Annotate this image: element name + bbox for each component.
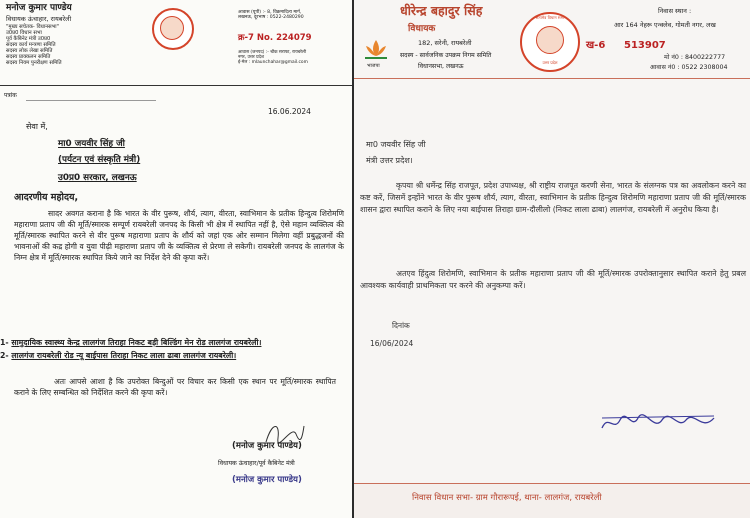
left-body: सादर अवगत कराना है कि भारत के वीर पुरूष, शौर्य, त्याग, वीरता, स्वाभिमान के प्रतीक हिन्दुत्व शिरोमणि महाराणा प्रताप जी की मूर्ति/स्मारक सम्पूर्ण रायबरेली जनपद के किसी भी क्षेत्र में स्थापित नहीं है, ऐसे महान व्यक्तित्व की मूर्ति/स्मारक स्थापित करने से वीर पुरूष महाराणा प्रताप के शौर्य को जहां एक ओर सम्मान मिलेगा वहीं प्रबुद्धजनों की भावनाओं की कद्र होगी व युवा पीढ़ी महाराणा प्रताप जी के व्यक्तित्व से प्रेरणा ले सकेगी। रायबरेली जनपद के लालगंज के निम्न क्षेत्र में मूर्ति/स्मारक स्थापित किये जाने का निर्देश देने की कृपा करें। [14,209,344,262]
left-sign-role: विधायक ऊंचाहार/पूर्व कैबिनेट मंत्री [218,460,295,467]
emblem-fish-icon [160,16,184,40]
salutation: आदरणीय महोदय, [14,192,79,203]
addr-line: ई-मेल : mlaunchahar@gmail.com [238,60,308,66]
signature-mark [598,410,718,436]
seva-line: सेवा में, [26,122,48,131]
left-header-line: सदस्य नियम पुनरीक्षण समिति [6,59,62,66]
emblem-label: उत्तर प्रदेश [542,60,558,65]
recipient-place: उ0प्र0 सरकार, लखनऊ [58,173,137,183]
residence-addr: आर 164 नेहरू एन्क्लेव, गोमती नगर, लख [614,21,716,29]
right-body-1: कृपया श्री धर्मेन्द्र सिंह राजपूत, प्रदेश उपाध्यक्ष, श्री राष्ट्रीय राजपूत करणी सेना, भारत के संलग्नक पत्र का अवलोकन करने का कष्ट करें, जिसमें इन्होंने भारत के वीर पुरूष शौर्य, त्याग, वीरता, स्वाभिमान के प्रतीक हिन्दुत्व शिरोमणि महाराणा प्रताप जी की मूर्ति/स्मारक शासन द्वारा स्थापित कराने के लिए नया बाईपास तिराहा ग्राम-दौलीलो (निकट लाला ढाबा) लालगंज, रायबरेली में अनुरोध किया है। [360,181,746,214]
residence-phone: मो नं0 : 8400222777 [664,54,726,61]
list-item [0,349,350,362]
vidhan-sabha-emblem [520,12,580,72]
left-header-name: मनोज कुमार पाण्डेय [6,3,72,13]
left-header-line: "मुख्य सचेतक- विधानसभा" [6,24,59,30]
location-list [0,336,350,362]
left-header-line: सदस्य कार्य मन्त्रणा समिति [6,41,56,48]
bjp-label: भाजपा [367,63,380,69]
right-letter [354,0,750,518]
left-header-role: विधायक ऊंचाहार, रायबरेली [6,15,72,23]
right-header-member: सदस्य - सार्वजनिक उपक्रम निगम समिति [400,52,492,59]
list-number: 1- [0,338,9,347]
addr-line: नगर, उत्तर प्रदेश [238,55,264,61]
left-header-line: सदस्य प्राक्कलन समिति [6,53,51,60]
right-header-name: धीरेन्द्र बहादुर सिंह [400,3,483,18]
left-date: 16.06.2024 [268,107,311,116]
recipient-name: मा0 जयवीर सिंह जी [58,139,125,149]
emblem-arc-text: सत्यमेव विधान सभा [535,15,565,20]
list-number: 2- [0,351,9,360]
patrank-label: पत्रांक [4,92,17,99]
right-header-role: विधायक [408,24,436,34]
right-serial-number: 513907 [624,40,666,51]
residence-title: निवास स्थान : [658,7,692,15]
list-item [0,336,350,349]
left-closing: अतः आपसे आशा है कि उपरोक्त बिन्दुओं पर विचार कर किसी एक स्थान पर मूर्ति/स्मारक स्थापित कराने के लिए सम्बन्धित को निर्देशित करने की कृपा करें। [14,377,336,397]
addr-line: लखनऊ, दूरभाष : 0522-2480290 [238,15,304,21]
lotus-icon [362,38,390,62]
header-divider [354,78,750,79]
left-header-line: उ0प्र0 विधान सभा [6,29,42,36]
header-divider [0,85,352,86]
left-letter [0,0,352,518]
left-header-lines [6,25,62,67]
footer-address: निवास विधान सभा- ग्राम गौरारूपई, थाना- लालगंज, रायबरेली [412,493,602,503]
right-header-addr: 182, सरेनी, रायबरेली [418,39,472,47]
left-addr-bottom [238,50,308,65]
left-serial-number: क्र-7 No. 224079 [238,33,312,43]
right-serial-prefix: ख-6 [586,40,606,51]
left-addr-top [238,10,304,21]
vidhan-sabha-emblem [152,8,194,50]
recipient-role: (पर्यटन एवं संस्कृति मंत्री) [58,155,141,165]
residence-landline: आवास नं0 : 0522 2308004 [650,64,728,71]
left-header-line: सदस्य लोक लेखा समिति [6,47,53,54]
right-header-house: विधानसभा, लखनऊ [418,63,464,70]
right-recipient-role: मंत्री उत्तर प्रदेश। [366,156,413,165]
right-date: 16/06/2024 [370,339,414,348]
emblem-fish-icon [536,26,564,54]
left-header-line: पूर्व कैबिनेट मंत्री उ0प्र0 [6,35,51,42]
list-text: लालगंज रायबरेली रोड न्यू बाईपास तिराहा निकट लाला ढाबा लालगंज रायबरेली। [11,351,237,360]
addr-line: आवास (जनपद) :- चौक सराफा, रायबरेली [238,50,307,55]
patrank-line [26,100,156,101]
right-body-2: अतएव हिंदुत्व शिरोमणि, स्वाभिमान के प्रतीक महाराणा प्रताप जी की मूर्ति/स्मारक उपरोक्तानुसार स्थापित कराने हेतु प्रबल आवश्यक कार्यवाही प्राथमिकता पर करने की अनुकम्पा करें। [360,269,746,290]
right-date-label: दिनांक [392,321,410,330]
list-text: सामुदायिक स्वास्थ्य केन्द्र लालगंज तिराहा निकट बड़ी बिल्डिंग मेन रोड लालगंज रायबरेली। [11,338,262,347]
left-sign-repeat: (मनोज कुमार पाण्डेय) [232,475,302,485]
right-footer [354,483,750,518]
addr-line: आवास (यूपी) :- 8, विक्रमादित्य मार्ग, [238,10,302,15]
left-sign-name: (मनोज कुमार पाण्डेय) [232,441,302,451]
right-recipient-name: मा0 जयवीर सिंह जी [366,140,426,149]
